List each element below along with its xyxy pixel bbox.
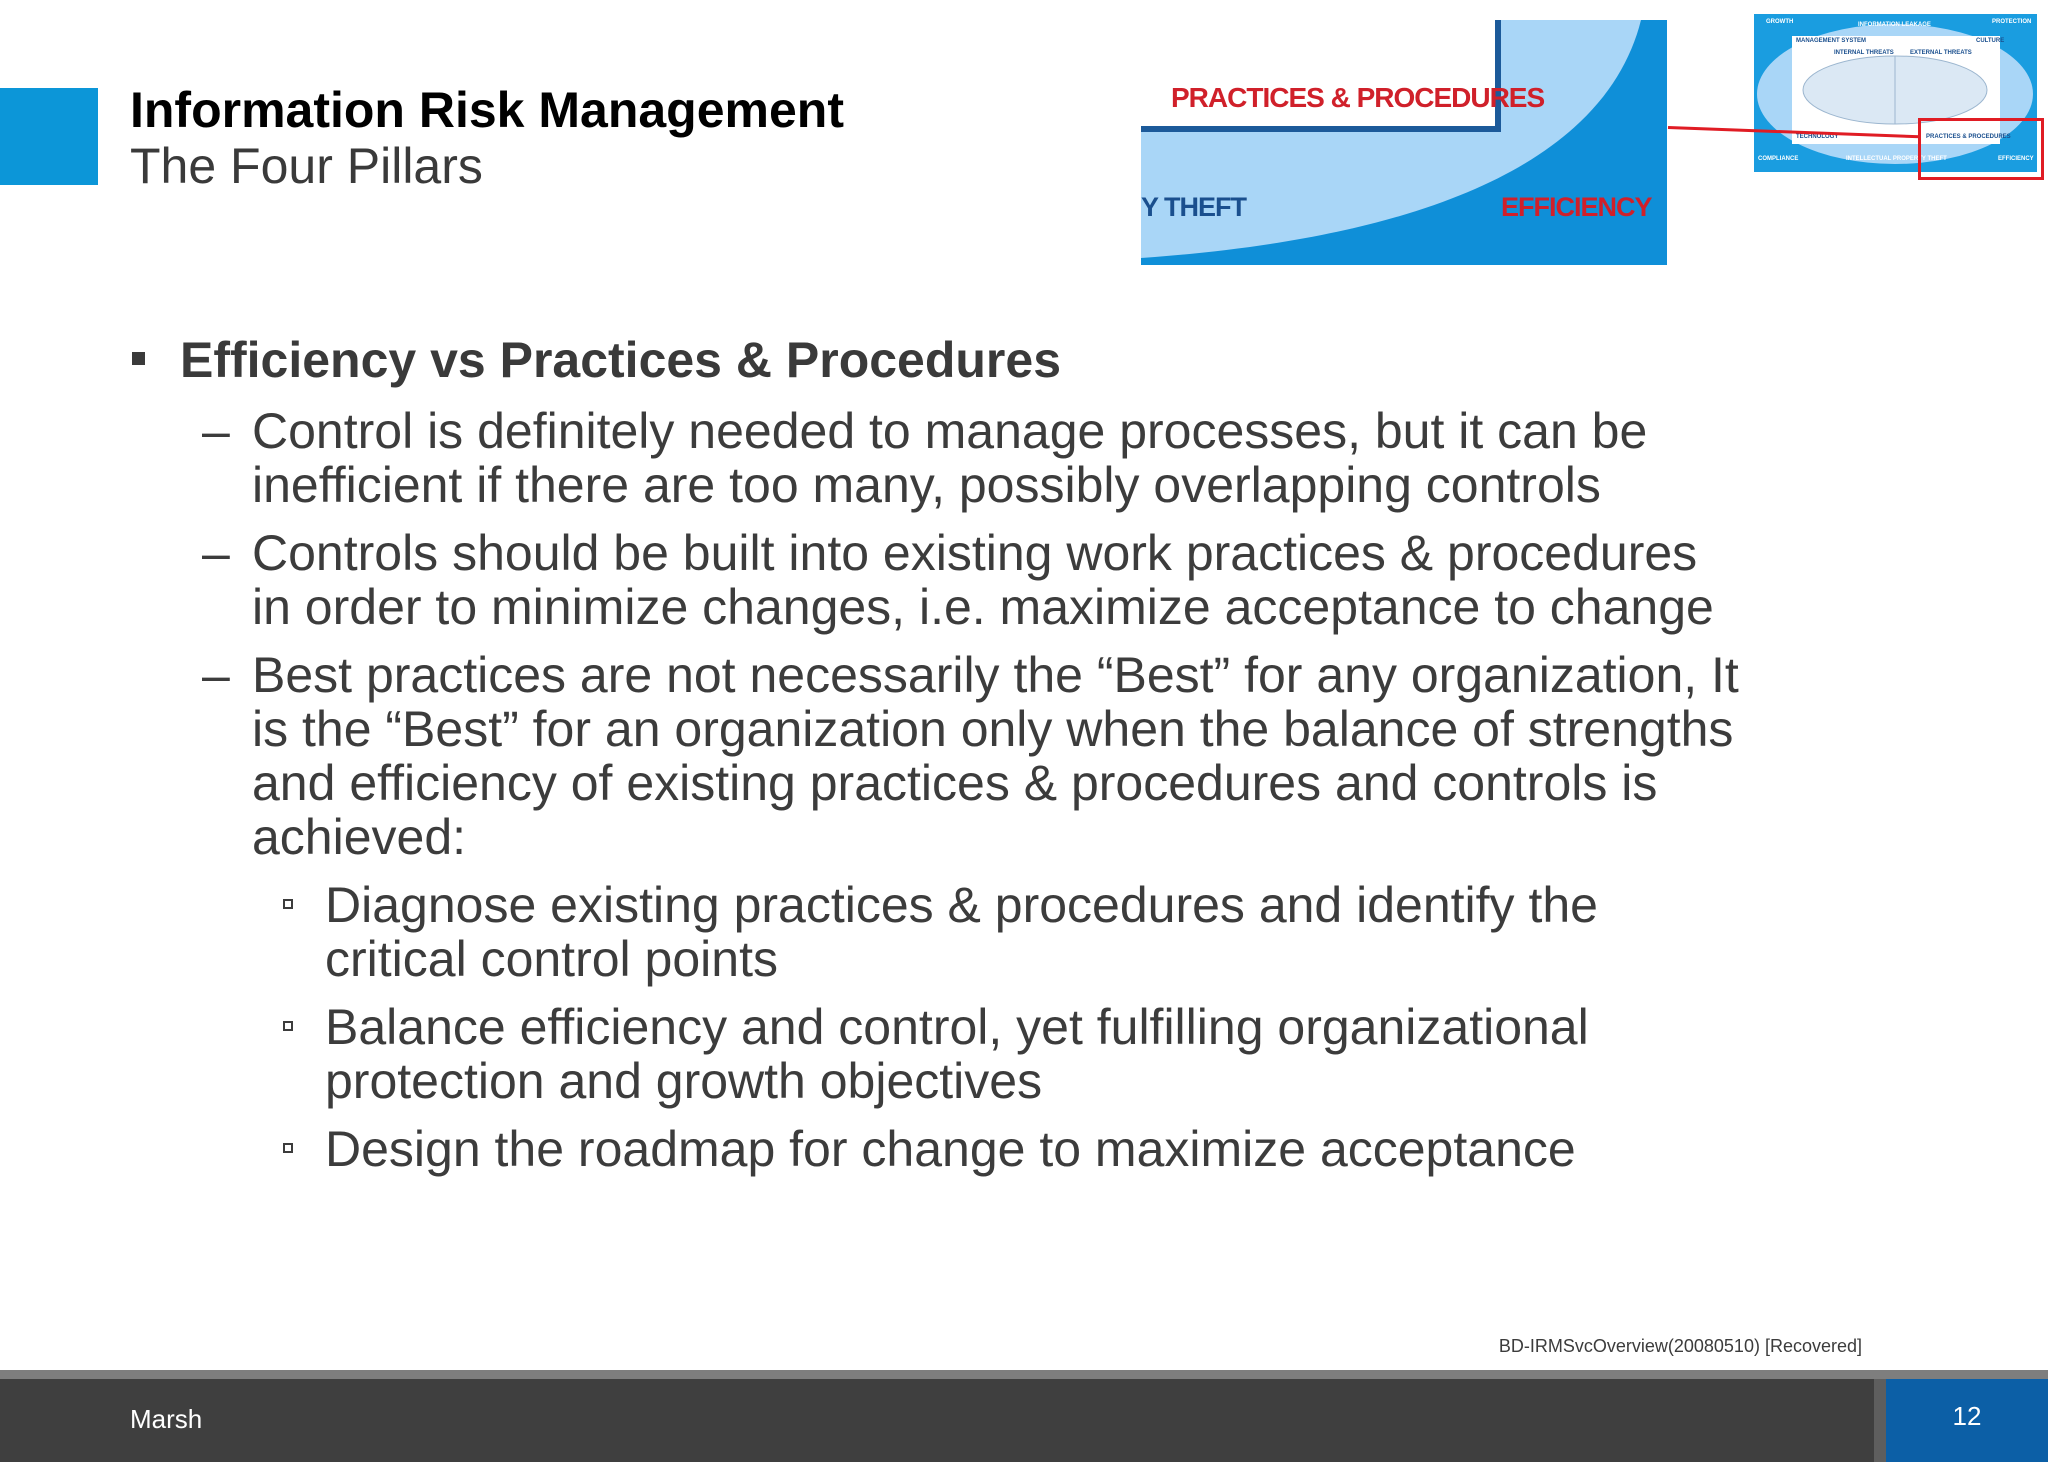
- document-reference: BD-IRMSvcOverview(20080510) [Recovered]: [1498, 1336, 1862, 1356]
- sub-item-2-line-1: Balance efficiency and control, yet fulfilling organizational: [325, 999, 1589, 1055]
- slide-title: Information Risk Management: [130, 82, 844, 138]
- thumb-label-efficiency: EFFICIENCY: [1998, 156, 2034, 162]
- efficiency-label: EFFICIENCY: [1501, 192, 1652, 222]
- hollow-square-bullet-icon: [283, 1143, 293, 1153]
- theft-label: Y THEFT: [1141, 192, 1247, 222]
- diagram-zoom-image: [1141, 20, 1667, 265]
- hollow-square-bullet-icon: [283, 899, 293, 909]
- thumb-label-compliance: COMPLIANCE: [1758, 156, 1799, 162]
- dash-item-3-line-2: is the “Best” for an organization only when the balance of strengths: [252, 701, 1734, 757]
- dash-item-1-line-1: Control is definitely needed to manage processes, but it can be: [252, 403, 1648, 459]
- dash-item-3-line-1: Best practices are not necessarily the “Best” for any organization, It: [252, 647, 1739, 703]
- dash-item-1-line-2: inefficient if there are too many, possibly overlapping controls: [252, 457, 1601, 513]
- page-number: 12: [1952, 1401, 1982, 1431]
- thumb-label-protection: PROTECTION: [1992, 19, 2032, 25]
- practices-box: [1141, 20, 1501, 132]
- dash-marker: –: [202, 525, 230, 581]
- footer-brand: Marsh: [130, 1404, 203, 1434]
- thumb-label-internal: INTERNAL THREATS: [1834, 50, 1894, 56]
- title-accent-bar: [0, 88, 98, 185]
- sub-item-2-line-2: protection and growth objectives: [325, 1053, 1043, 1109]
- sub-item-1-line-2: critical control points: [325, 931, 778, 987]
- dash-item-3-line-4: achieved:: [252, 809, 467, 865]
- thumb-label-culture: CULTURE: [1976, 38, 2005, 44]
- footer-bar: [0, 1370, 2048, 1462]
- dash-marker: –: [202, 403, 230, 459]
- footer-top-line: [0, 1370, 2048, 1379]
- thumb-label-practices: PRACTICES & PROCEDURES: [1926, 134, 2011, 140]
- dash-item-2-line-2: in order to minimize changes, i.e. maximize acceptance to change: [252, 579, 1714, 635]
- sub-item-3-line-1: Design the roadmap for change to maximize acceptance: [325, 1121, 1576, 1177]
- thumb-label-leakage: INFORMATION LEAKAGE: [1858, 22, 1931, 28]
- thumb-label-technology: TECHNOLOGY: [1796, 134, 1839, 140]
- thumb-label-growth: GROWTH: [1766, 19, 1794, 25]
- dash-marker: –: [202, 647, 230, 703]
- hollow-square-bullet-icon: [283, 1021, 293, 1031]
- thumb-label-external: EXTERNAL THREATS: [1910, 50, 1972, 56]
- dash-item-3-line-3: and efficiency of existing practices & procedures and controls is: [252, 755, 1658, 811]
- sub-item-1-line-1: Diagnose existing practices & procedures and identify the: [325, 877, 1598, 933]
- dash-item-2-line-1: Controls should be built into existing work practices & procedures: [252, 525, 1698, 581]
- main-bullet-heading: Efficiency vs Practices & Procedures: [180, 332, 1062, 388]
- footer-separator: [1874, 1379, 1886, 1462]
- practices-label: PRACTICES & PROCEDURES: [1171, 82, 1545, 113]
- thumbnail-highlight-box: [1918, 118, 2044, 180]
- page-number-box: [1886, 1379, 2048, 1462]
- thumb-label-ip-theft: INTELLECTUAL PROPERTY THEFT: [1846, 156, 1947, 162]
- slide-subtitle: The Four Pillars: [130, 138, 483, 194]
- square-bullet-icon: [132, 352, 145, 365]
- thumb-label-management: MANAGEMENT SYSTEM: [1796, 38, 1867, 44]
